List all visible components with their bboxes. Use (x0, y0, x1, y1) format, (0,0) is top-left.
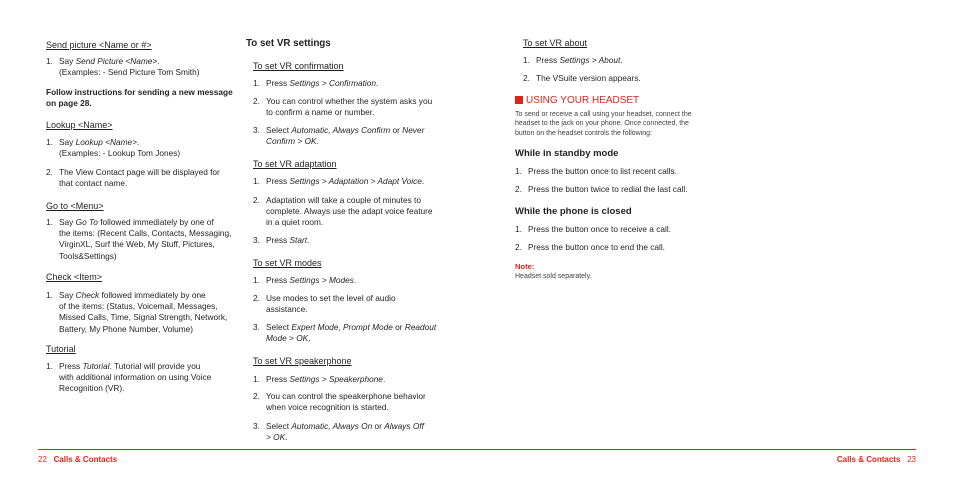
check-step-1 (46, 290, 227, 335)
step-number: 1. (253, 78, 260, 88)
step-text-run: Use modes to set the level of audio assistance. (266, 293, 396, 315)
step-text-run: . (Examples: - Send Picture Tom Smith) (59, 56, 200, 78)
step-text-run: . (307, 235, 310, 245)
step-italic-run: Never Confirm > OK (266, 125, 425, 147)
step-number: 2. (515, 242, 522, 252)
step-text (266, 293, 396, 315)
step-text-run: Press the button once to list recent calls. (528, 166, 677, 176)
vr-settings-heading: To set VR settings (246, 38, 331, 49)
step-number: 2. (515, 184, 522, 194)
step-text-run: Say (59, 137, 76, 147)
step-number: 1. (46, 137, 53, 147)
standby-heading: While in standby mode (515, 148, 619, 159)
step-text (528, 224, 671, 235)
vr-adaptation-step-2 (253, 195, 433, 229)
step-text-run: Select (266, 421, 292, 431)
step-number: 1. (515, 224, 522, 234)
step-italic-run: Settings > Confirmation (289, 78, 376, 88)
step-text-run: . (353, 275, 357, 285)
step-text-run: or (390, 125, 403, 135)
step-text-run: . (Examples: - Lookup Tom Jones) (59, 137, 181, 159)
vr-modes-step-3 (253, 322, 436, 344)
lookup-step-1 (46, 137, 180, 159)
vr-about-step-1 (523, 55, 623, 66)
step-number: 1. (253, 275, 260, 285)
step-text-run: Press the button twice to redial the last call. (528, 184, 688, 194)
follow-instructions-note: Follow instructions for sending a new message on page 28. (46, 87, 233, 108)
step-number: 2. (523, 73, 530, 83)
closed-heading: While the phone is closed (515, 206, 632, 217)
step-text (266, 235, 309, 246)
step-text-run: or (392, 322, 405, 332)
vr-speakerphone-step-3 (253, 421, 424, 443)
step-text-run: . (308, 333, 311, 344)
step-text-run: . (376, 78, 379, 88)
footer-right (837, 455, 916, 464)
vr-adaptation-title: To set VR adaptation (253, 159, 337, 169)
vr-confirmation-title: To set VR confirmation (253, 61, 344, 71)
step-text-run: followed immediately by one of the items: (Status, Voicemail, Messages, Missed Calls, Time, Signal Strength, Network, Battery, My Phone Number, Volume) (59, 290, 228, 334)
step-number: 2. (253, 195, 260, 205)
step-number: 1. (253, 374, 260, 384)
step-text (536, 55, 623, 66)
step-italic-run: Settings > Modes (289, 275, 354, 285)
vr-confirmation-step-1 (253, 78, 378, 89)
step-text-run: followed immediately by one of the items: (Recent Calls, Contacts, Messaging, VirginXL, Surf the Web, My Stuff, Pictures, Tools&Settings) (59, 217, 232, 261)
step-text (59, 137, 180, 159)
step-number: 2. (253, 96, 260, 106)
step-italic-run: Check (75, 290, 100, 300)
step-text-run: Press (266, 235, 290, 245)
step-text (528, 184, 688, 195)
step-number: 2. (46, 167, 53, 177)
step-italic-run: Go To (75, 217, 98, 227)
footer-rule (38, 449, 916, 450)
step-italic-run: Expert Mode, Prompt Mode (291, 322, 393, 332)
step-text (59, 167, 220, 189)
step-text (266, 275, 356, 286)
vr-speakerphone-title: To set VR speakerphone (253, 356, 352, 366)
footer-left-page-number: 22 (38, 455, 47, 464)
headset-section-title (515, 95, 639, 106)
tutorial-title: Tutorial (46, 344, 76, 354)
step-text-run: . (316, 136, 319, 147)
step-text (59, 290, 227, 335)
vr-about-title: To set VR about (523, 38, 588, 48)
vr-modes-step-1 (253, 275, 356, 286)
step-text-run: . (620, 55, 623, 65)
step-number: 1. (253, 176, 260, 186)
note-text: Headset sold separately. (515, 273, 592, 280)
send-picture-step-1 (46, 56, 199, 78)
step-text (266, 421, 424, 443)
lookup-step-2 (46, 167, 220, 189)
step-number: 1. (46, 217, 53, 227)
step-text-run: . (421, 176, 425, 186)
goto-title: Go to <Menu> (46, 201, 104, 211)
step-text-run: Press (266, 78, 290, 88)
step-text-run: . (382, 374, 386, 384)
vr-speakerphone-step-2 (253, 391, 426, 413)
step-italic-run: Readout Mode > OK (266, 322, 437, 344)
step-number: 3. (253, 235, 260, 245)
step-text (59, 217, 231, 262)
step-text (266, 391, 426, 413)
tutorial-step-1 (46, 361, 211, 395)
step-italic-run: Start (289, 235, 308, 245)
vr-modes-title: To set VR modes (253, 258, 322, 268)
step-text-run: Press (266, 275, 290, 285)
step-text (528, 166, 677, 177)
step-text (266, 176, 424, 187)
step-text-run: Say (59, 56, 76, 66)
step-italic-run: Lookup <Name> (75, 137, 137, 147)
footer-left (38, 455, 117, 464)
step-number: 3. (253, 125, 260, 135)
footer-left-title: Calls & Contacts (53, 455, 118, 464)
standby-step-2 (515, 184, 688, 195)
step-text-run: Say (59, 217, 76, 227)
step-text-run: Say (59, 290, 76, 300)
vr-confirmation-step-2 (253, 96, 432, 118)
step-text (528, 242, 665, 253)
note-label: Note: (515, 262, 535, 271)
step-text (266, 96, 432, 118)
vr-about-step-2 (523, 73, 641, 84)
vr-speakerphone-step-1 (253, 374, 385, 385)
step-text-run: Adaptation will take a couple of minutes to complete. Always use the adapt voice feature in a quiet room. (266, 195, 433, 228)
step-number: 3. (253, 322, 260, 332)
step-text (266, 125, 424, 147)
goto-step-1 (46, 217, 231, 262)
red-square-bullet-icon (515, 96, 523, 104)
step-italic-run: Automatic, Always On (291, 421, 373, 431)
vr-adaptation-step-1 (253, 176, 424, 187)
headset-section-title-text: USING YOUR HEADSET (526, 95, 640, 106)
step-number: 2. (253, 391, 260, 401)
send-picture-title: Send picture <Name or #> (46, 40, 152, 50)
step-italic-run: Settings > Adaptation > Adapt Voice (289, 176, 422, 186)
vr-confirmation-step-3 (253, 125, 424, 147)
step-text-run: Select (266, 322, 292, 332)
step-text-run: Press the button once to end the call. (528, 242, 665, 252)
step-text-run: or (372, 421, 385, 431)
step-text-run: . Tutorial will provide you with additional information on using Voice Recognition (VR). (59, 361, 212, 394)
step-italic-run: Tutorial (82, 361, 110, 371)
vr-adaptation-step-3 (253, 235, 309, 246)
headset-intro: To send or receive a call using your headset, connect the headset to the jack on your phone. Once connected, the button on the headset controls the following: (515, 111, 692, 137)
step-number: 1. (46, 290, 53, 300)
step-number: 1. (515, 166, 522, 176)
step-number: 3. (253, 421, 260, 431)
step-italic-run: Settings > About (559, 55, 621, 65)
step-italic-run: Automatic, Always Confirm (291, 125, 391, 135)
step-text-run: Press (266, 176, 290, 186)
step-text (536, 73, 641, 84)
step-text (59, 56, 199, 78)
step-text (266, 78, 378, 89)
closed-step-1 (515, 224, 671, 235)
standby-step-1 (515, 166, 677, 177)
vr-modes-step-2 (253, 293, 396, 315)
step-number: 1. (523, 55, 530, 65)
step-number: 1. (46, 361, 53, 371)
step-text-run: Select (266, 125, 292, 135)
step-text-run: Press (59, 361, 83, 371)
step-text-run: . (285, 432, 288, 443)
step-text-run: The View Contact page will be displayed for that contact name. (59, 167, 220, 189)
step-text (59, 361, 211, 395)
check-title: Check <Item> (46, 272, 103, 282)
closed-step-2 (515, 242, 665, 253)
step-italic-run: Always Off > OK (266, 421, 424, 443)
step-text-run: You can control the speakerphone behavior when voice recognition is started. (266, 391, 426, 413)
step-text-run: Press the button once to receive a call. (528, 224, 671, 234)
step-text (266, 322, 436, 344)
step-italic-run: Send Picture <Name> (75, 56, 158, 66)
step-text (266, 195, 433, 229)
step-text-run: Press (536, 55, 560, 65)
step-text-run: The VSuite version appears. (536, 73, 641, 83)
step-italic-run: Settings > Speakerphone (289, 374, 383, 384)
step-number: 1. (46, 56, 53, 66)
lookup-title: Lookup <Name> (46, 120, 113, 130)
step-text-run: Press (266, 374, 290, 384)
footer-right-title: Calls & Contacts (836, 455, 901, 464)
footer-right-page-number: 23 (907, 455, 916, 464)
step-text-run: You can control whether the system asks you to confirm a name or number. (266, 96, 433, 118)
step-number: 2. (253, 293, 260, 303)
step-text (266, 374, 385, 385)
